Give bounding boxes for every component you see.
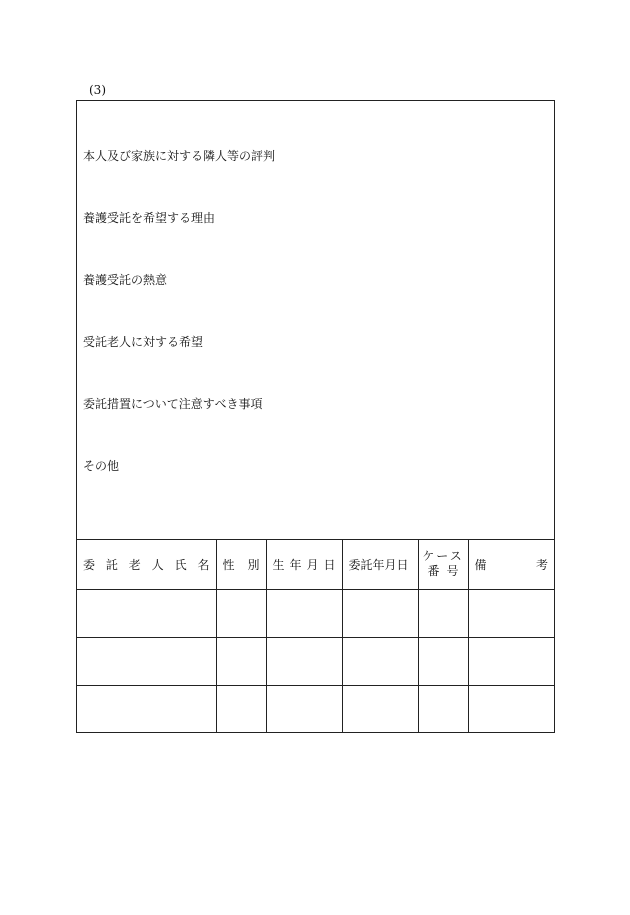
table-row bbox=[77, 685, 554, 733]
header-char: 月 bbox=[306, 557, 319, 572]
cell-case-number bbox=[418, 637, 468, 685]
header-char: 委 bbox=[83, 557, 96, 572]
header-char: 年 bbox=[289, 557, 302, 572]
header-elderly-name bbox=[77, 540, 216, 589]
header-char: 名 bbox=[197, 557, 210, 572]
header-char: 託 bbox=[105, 557, 118, 572]
header-char: 番 bbox=[427, 564, 440, 579]
item-fostering-enthusiasm: 養護受託の熱意 bbox=[83, 273, 168, 287]
header-char: 生 bbox=[272, 557, 285, 572]
header-case-line1: ケース bbox=[422, 549, 464, 564]
cell-sex bbox=[216, 637, 266, 685]
cell-sex bbox=[216, 589, 266, 637]
cell-birth-date bbox=[266, 685, 342, 733]
header-sex bbox=[216, 540, 266, 589]
item-notes-on-placement: 委託措置について注意すべき事項 bbox=[83, 397, 263, 411]
foster-care-form bbox=[76, 100, 555, 733]
header-char: 人 bbox=[151, 557, 164, 572]
item-wishes-for-elderly: 受託老人に対する希望 bbox=[83, 335, 204, 349]
header-char: 氏 bbox=[174, 557, 187, 572]
cell-case-number bbox=[418, 589, 468, 637]
cell-remarks bbox=[468, 637, 554, 685]
cell-placement-date bbox=[342, 589, 418, 637]
cell-placement-date bbox=[342, 685, 418, 733]
header-char: 老 bbox=[128, 557, 141, 572]
header-text: 委託年月日 bbox=[348, 557, 409, 572]
cell-elderly-name bbox=[77, 685, 216, 733]
header-char: 考 bbox=[535, 557, 548, 572]
table-row bbox=[77, 637, 554, 685]
cell-elderly-name bbox=[77, 589, 216, 637]
header-char: 号 bbox=[446, 564, 459, 579]
page-number: (3) bbox=[89, 83, 106, 97]
header-char: 別 bbox=[247, 557, 260, 572]
table-header-row bbox=[77, 540, 554, 589]
header-case-number bbox=[418, 540, 468, 589]
survey-items-section bbox=[77, 101, 554, 540]
cell-remarks bbox=[468, 589, 554, 637]
item-reason-for-fostering: 養護受託を希望する理由 bbox=[83, 211, 216, 225]
cell-birth-date bbox=[266, 637, 342, 685]
item-other: その他 bbox=[83, 459, 120, 473]
table-row bbox=[77, 589, 554, 637]
header-remarks bbox=[468, 540, 554, 589]
cell-elderly-name bbox=[77, 637, 216, 685]
cell-birth-date bbox=[266, 589, 342, 637]
cell-placement-date bbox=[342, 637, 418, 685]
cell-sex bbox=[216, 685, 266, 733]
header-char: 日 bbox=[323, 557, 336, 572]
cell-case-number bbox=[418, 685, 468, 733]
header-birth-date bbox=[266, 540, 342, 589]
placement-record-table bbox=[77, 540, 554, 733]
header-char: 性 bbox=[222, 557, 235, 572]
item-neighbor-reputation: 本人及び家族に対する隣人等の評判 bbox=[83, 149, 276, 163]
header-placement-date bbox=[342, 540, 418, 589]
header-char: 備 bbox=[474, 557, 487, 572]
cell-remarks bbox=[468, 685, 554, 733]
